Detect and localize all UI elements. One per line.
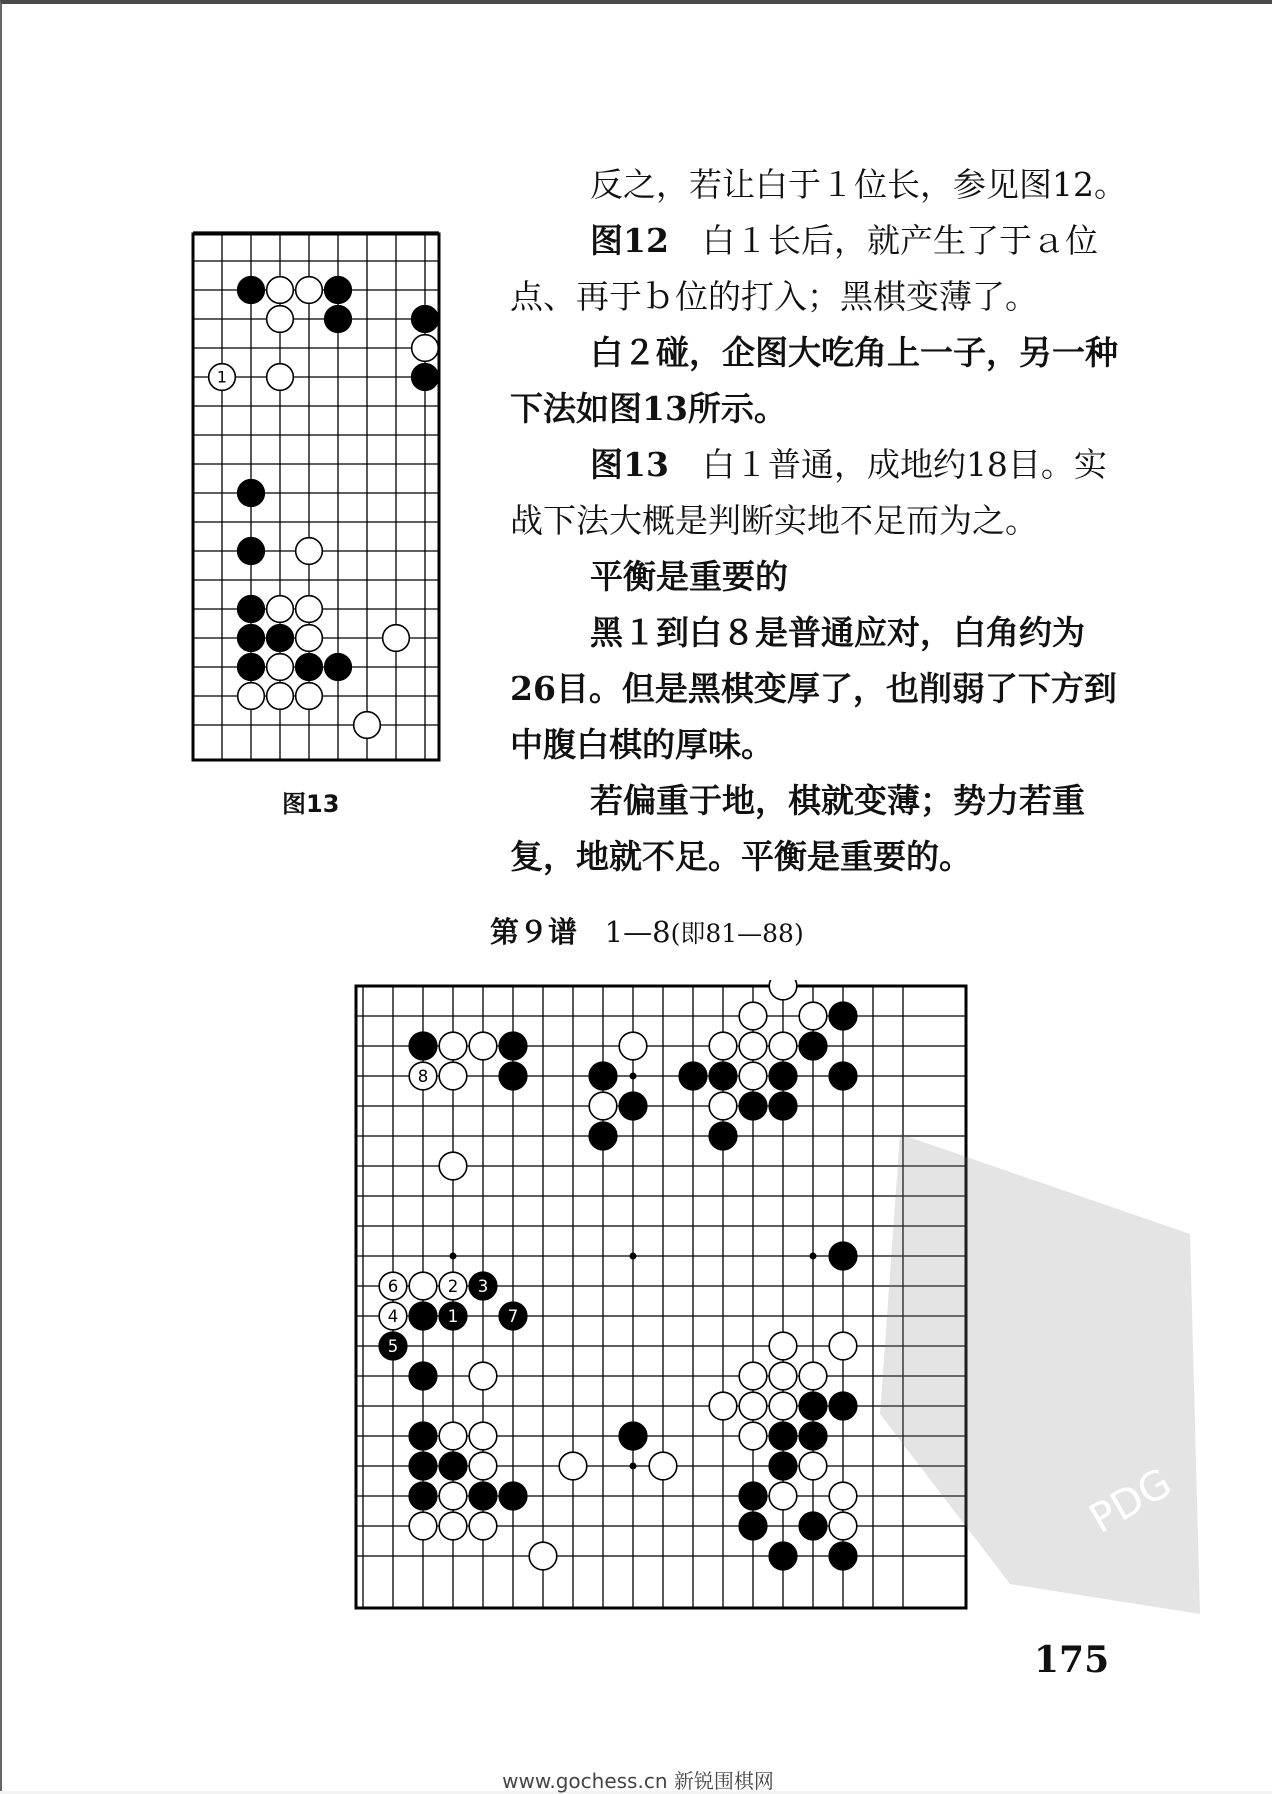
page-number: 175 <box>1034 1639 1110 1681</box>
black-stone <box>412 306 439 333</box>
black-stone <box>769 1542 797 1570</box>
black-stone <box>409 1302 437 1330</box>
white-stone <box>469 1422 497 1450</box>
white-stone <box>354 712 381 739</box>
white-stone <box>409 1062 437 1090</box>
white-stone <box>439 1152 467 1180</box>
white-stone <box>799 1452 827 1480</box>
white-stone <box>739 1002 767 1030</box>
white-stone <box>296 625 323 652</box>
white-stone <box>829 1512 857 1540</box>
white-stone <box>267 277 294 304</box>
black-stone <box>709 1062 737 1090</box>
white-stone <box>469 1452 497 1480</box>
section-heading: 平衡是重要的 <box>590 557 788 596</box>
white-stone <box>829 1482 857 1510</box>
black-stone <box>739 1092 767 1120</box>
white-stone <box>619 1032 647 1060</box>
white-stone <box>799 1002 827 1030</box>
figure-13-caption: 图13 <box>282 790 340 818</box>
white-stone <box>439 1032 467 1060</box>
white-stone <box>739 1062 767 1090</box>
black-stone <box>238 277 265 304</box>
white-stone <box>469 1512 497 1540</box>
white-stone <box>296 538 323 565</box>
black-stone <box>409 1482 437 1510</box>
white-stone <box>209 364 236 391</box>
star-point <box>450 1253 457 1260</box>
black-stone <box>379 1332 407 1360</box>
board-grid <box>193 232 439 760</box>
black-stone <box>409 1422 437 1450</box>
white-stone <box>439 1512 467 1540</box>
move-number: 4 <box>387 1306 399 1326</box>
black-stone <box>619 1092 647 1120</box>
white-stone <box>267 683 294 710</box>
white-stone <box>469 1362 497 1390</box>
white-stone <box>829 1332 857 1360</box>
black-stone <box>769 1452 797 1480</box>
black-stone <box>439 1302 467 1330</box>
white-stone <box>379 1302 407 1330</box>
black-stone <box>619 1422 647 1450</box>
figure-ref-13: 图13 <box>590 445 669 484</box>
black-stone <box>469 1482 497 1510</box>
black-stone <box>238 654 265 681</box>
paragraph-1: 反之，若让白于１位长，参见图12。 <box>590 165 1127 204</box>
white-stone <box>559 1452 587 1480</box>
move-number: 1 <box>447 1306 459 1326</box>
paragraph-2: 图12 白１长后，就产生了于ａ位点、再于ｂ位的打入；黑棋变薄了。 <box>510 221 1098 316</box>
black-stone <box>412 364 439 391</box>
white-stone <box>439 1062 467 1090</box>
white-stone <box>439 1272 467 1300</box>
black-stone <box>238 480 265 507</box>
black-stone <box>325 277 352 304</box>
black-stone <box>267 625 294 652</box>
white-stone <box>529 1542 557 1570</box>
white-stone <box>296 683 323 710</box>
black-stone <box>238 625 265 652</box>
black-stone <box>499 1482 527 1510</box>
black-stone <box>769 1092 797 1120</box>
white-stone <box>709 1032 737 1060</box>
black-stone <box>589 1062 617 1090</box>
white-stone <box>709 1392 737 1420</box>
black-stone <box>829 1062 857 1090</box>
white-stone <box>469 1032 497 1060</box>
black-stone <box>238 596 265 623</box>
black-stone <box>325 654 352 681</box>
black-stone <box>409 1032 437 1060</box>
black-stone <box>799 1512 827 1540</box>
white-stone <box>409 1512 437 1540</box>
move-number: 5 <box>387 1336 399 1356</box>
white-stone <box>739 1392 767 1420</box>
star-point <box>630 1253 637 1260</box>
black-stone <box>829 1002 857 1030</box>
black-stone <box>409 1452 437 1480</box>
move-number: 8 <box>417 1066 429 1086</box>
black-stone <box>469 1272 497 1300</box>
white-stone <box>267 596 294 623</box>
black-stone <box>296 654 323 681</box>
black-stone <box>829 1242 857 1270</box>
black-stone <box>439 1452 467 1480</box>
white-stone <box>439 1482 467 1510</box>
white-stone <box>238 683 265 710</box>
black-stone <box>739 1482 767 1510</box>
stamp-label: PDG <box>1082 1459 1180 1543</box>
black-stone <box>409 1362 437 1390</box>
white-stone <box>412 335 439 362</box>
white-stone <box>267 364 294 391</box>
move-number: 6 <box>387 1276 399 1296</box>
library-stamp-watermark <box>860 1114 1220 1634</box>
star-point <box>630 1463 637 1470</box>
move-number: 7 <box>507 1306 519 1326</box>
white-stone <box>589 1092 617 1120</box>
white-stone <box>769 980 797 1000</box>
white-stone <box>296 596 323 623</box>
star-point <box>630 1073 637 1080</box>
white-stone <box>769 1392 797 1420</box>
figure-13-board <box>188 226 448 768</box>
star-point <box>810 1253 817 1260</box>
paragraph-7: 若偏重于地，棋就变薄；势力若重复，地就不足。平衡是重要的。 <box>510 781 1085 876</box>
black-stone <box>799 1392 827 1420</box>
white-stone <box>296 277 323 304</box>
black-stone <box>769 1062 797 1090</box>
white-stone <box>799 1362 827 1390</box>
white-stone <box>769 1032 797 1060</box>
black-stone <box>499 1302 527 1330</box>
black-stone <box>769 1422 797 1450</box>
white-stone <box>649 1452 677 1480</box>
paragraph-6: 黑１到白８是普通应对，白角约为26目。但是黑棋变厚了，也削弱了下方到中腹白棋的厚味。 <box>510 613 1117 764</box>
move-number: 2 <box>447 1276 459 1296</box>
black-stone <box>589 1122 617 1150</box>
black-stone <box>739 1512 767 1540</box>
white-stone <box>267 306 294 333</box>
figure-ref-12: 图12 <box>590 221 669 260</box>
white-stone <box>769 1362 797 1390</box>
paragraph-4: 图13 白１普通，成地约18目。实战下法大概是判断实地不足而为之。 <box>510 445 1107 540</box>
white-stone <box>439 1422 467 1450</box>
white-stone <box>379 1272 407 1300</box>
black-stone <box>238 538 265 565</box>
move-number: 3 <box>477 1276 489 1296</box>
black-stone <box>679 1062 707 1090</box>
white-stone <box>709 1092 737 1120</box>
paragraph-3: 白２碰，企图大吃角上一子，另一种下法如图13所示。 <box>510 333 1118 428</box>
white-stone <box>739 1032 767 1060</box>
move-number: 1 <box>216 367 228 387</box>
white-stone <box>739 1362 767 1390</box>
footer-watermark: www.gochess.cn 新锐围棋网 <box>502 1769 774 1793</box>
white-stone <box>739 1422 767 1450</box>
white-stone <box>769 1332 797 1360</box>
black-stone <box>499 1062 527 1090</box>
record-9-caption: 第９谱 1—8(即81—88) <box>490 915 804 949</box>
white-stone <box>383 625 410 652</box>
black-stone <box>799 1422 827 1450</box>
white-stone <box>769 1482 797 1510</box>
black-stone <box>799 1032 827 1060</box>
black-stone <box>325 306 352 333</box>
black-stone <box>709 1122 737 1150</box>
black-stone <box>829 1542 857 1570</box>
white-stone <box>409 1272 437 1300</box>
black-stone <box>499 1032 527 1060</box>
white-stone <box>267 654 294 681</box>
black-stone <box>829 1392 857 1420</box>
